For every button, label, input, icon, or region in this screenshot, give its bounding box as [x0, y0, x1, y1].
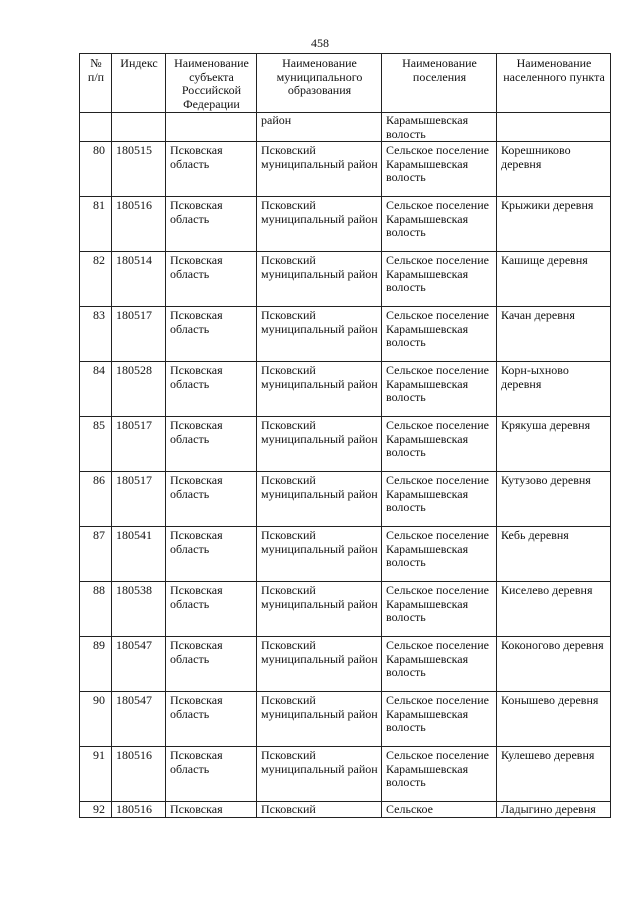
cell-settlement: Сельское поселение Карамышевская волость: [382, 417, 497, 472]
cell-index: 180541: [112, 527, 166, 582]
cell-settlement: Сельское поселение Карамышевская волость: [382, 692, 497, 747]
cell-index: 180514: [112, 252, 166, 307]
cell-locality: Кашище деревня: [497, 252, 611, 307]
cell-municipal: Псковский муниципальный район: [257, 197, 382, 252]
cell-subject: Псковская область: [166, 197, 257, 252]
cell-num: [80, 113, 112, 142]
cell-subject: Псковская область: [166, 637, 257, 692]
cell-index: 180547: [112, 637, 166, 692]
cell-num: 87: [80, 527, 112, 582]
cell-locality: Кебь деревня: [497, 527, 611, 582]
cell-subject: Псковская область: [166, 692, 257, 747]
cell-municipal: Псковский муниципальный район: [257, 527, 382, 582]
cell-subject: Псковская область: [166, 582, 257, 637]
table-header-row: [80, 54, 611, 113]
table-row: [80, 417, 611, 472]
cell-num: 90: [80, 692, 112, 747]
cell-num: 85: [80, 417, 112, 472]
cell-municipal: Псковский муниципальный район: [257, 582, 382, 637]
table-row: [80, 197, 611, 252]
table-row: [80, 252, 611, 307]
cell-municipal: Псковский муниципальный район: [257, 747, 382, 802]
cell-locality: Крякуша деревня: [497, 417, 611, 472]
cell-subject: Псковская: [166, 802, 257, 818]
cell-municipal: Псковский муниципальный район: [257, 692, 382, 747]
cell-locality: Ладыгино деревня: [497, 802, 611, 818]
table-row: [80, 472, 611, 527]
cell-municipal: Псковский муниципальный район: [257, 252, 382, 307]
cell-locality: Коконогово деревня: [497, 637, 611, 692]
cell-subject: Псковская область: [166, 472, 257, 527]
table-row: [80, 362, 611, 417]
cell-subject: Псковская область: [166, 747, 257, 802]
cell-num: 83: [80, 307, 112, 362]
cell-municipal: Псковский муниципальный район: [257, 472, 382, 527]
settlements-table: [79, 53, 611, 818]
cell-index: 180516: [112, 197, 166, 252]
table-row-last: [80, 802, 611, 818]
table-row: [80, 692, 611, 747]
cell-index: 180528: [112, 362, 166, 417]
header-municipal: Наименование муниципального образования: [257, 54, 382, 113]
cell-locality: [497, 113, 611, 142]
cell-settlement: Карамышевская волость: [382, 113, 497, 142]
table-row: [80, 637, 611, 692]
cell-locality: Качан деревня: [497, 307, 611, 362]
cell-settlement: Сельское поселение Карамышевская волость: [382, 197, 497, 252]
cell-index: 180547: [112, 692, 166, 747]
table-footer-body: [80, 802, 611, 818]
cell-index: 180516: [112, 747, 166, 802]
cell-num: 88: [80, 582, 112, 637]
cell-settlement: Сельское поселение Карамышевская волость: [382, 747, 497, 802]
cell-locality: Крыжики деревня: [497, 197, 611, 252]
cell-subject: Псковская область: [166, 142, 257, 197]
cell-index: 180515: [112, 142, 166, 197]
header-index: Индекс: [112, 54, 166, 113]
table-row: [80, 142, 611, 197]
cell-settlement: Сельское поселение Карамышевская волость: [382, 582, 497, 637]
cell-municipal: Псковский муниципальный район: [257, 417, 382, 472]
cell-settlement: Сельское: [382, 802, 497, 818]
cell-municipal: район: [257, 113, 382, 142]
cell-index: 180538: [112, 582, 166, 637]
cell-settlement: Сельское поселение Карамышевская волость: [382, 362, 497, 417]
page-number: 458: [311, 36, 329, 50]
cell-locality: Корн-ыхново деревня: [497, 362, 611, 417]
cell-settlement: Сельское поселение Карамышевская волость: [382, 527, 497, 582]
cell-subject: Псковская область: [166, 417, 257, 472]
cell-index: 180517: [112, 472, 166, 527]
cell-index: 180516: [112, 802, 166, 818]
cell-municipal: Псковский муниципальный район: [257, 307, 382, 362]
cell-municipal: Псковский: [257, 802, 382, 818]
cell-settlement: Сельское поселение Карамышевская волость: [382, 637, 497, 692]
cell-num: 84: [80, 362, 112, 417]
cell-index: 180517: [112, 417, 166, 472]
cell-subject: Псковская область: [166, 362, 257, 417]
cell-municipal: Псковский муниципальный район: [257, 637, 382, 692]
cell-num: 82: [80, 252, 112, 307]
table-row: [80, 527, 611, 582]
header-settlement: Наименование поселения: [382, 54, 497, 113]
cell-subject: [166, 113, 257, 142]
table-row: [80, 582, 611, 637]
cell-num: 86: [80, 472, 112, 527]
cell-municipal: Псковский муниципальный район: [257, 142, 382, 197]
table-row: [80, 747, 611, 802]
cell-municipal: Псковский муниципальный район: [257, 362, 382, 417]
header-locality: Наименование населенного пункта: [497, 54, 611, 113]
cell-locality: Киселево деревня: [497, 582, 611, 637]
cell-subject: Псковская область: [166, 252, 257, 307]
cell-subject: Псковская область: [166, 527, 257, 582]
cell-index: [112, 113, 166, 142]
cell-index: 180517: [112, 307, 166, 362]
cell-num: 81: [80, 197, 112, 252]
header-num: № п/п: [80, 54, 112, 113]
cell-settlement: Сельское поселение Карамышевская волость: [382, 142, 497, 197]
cell-locality: Кулешево деревня: [497, 747, 611, 802]
cell-settlement: Сельское поселение Карамышевская волость: [382, 307, 497, 362]
cell-settlement: Сельское поселение Карамышевская волость: [382, 472, 497, 527]
cell-num: 89: [80, 637, 112, 692]
cell-settlement: Сельское поселение Карамышевская волость: [382, 252, 497, 307]
header-subject: Наименование субъекта Российской Федерации: [166, 54, 257, 113]
cell-num: 92: [80, 802, 112, 818]
table-body: [80, 113, 611, 802]
cell-locality: Конышево деревня: [497, 692, 611, 747]
table-row-continuation: [80, 113, 611, 142]
cell-num: 91: [80, 747, 112, 802]
cell-locality: Корешниково деревня: [497, 142, 611, 197]
cell-num: 80: [80, 142, 112, 197]
cell-subject: Псковская область: [166, 307, 257, 362]
cell-locality: Кутузово деревня: [497, 472, 611, 527]
table-row: [80, 307, 611, 362]
